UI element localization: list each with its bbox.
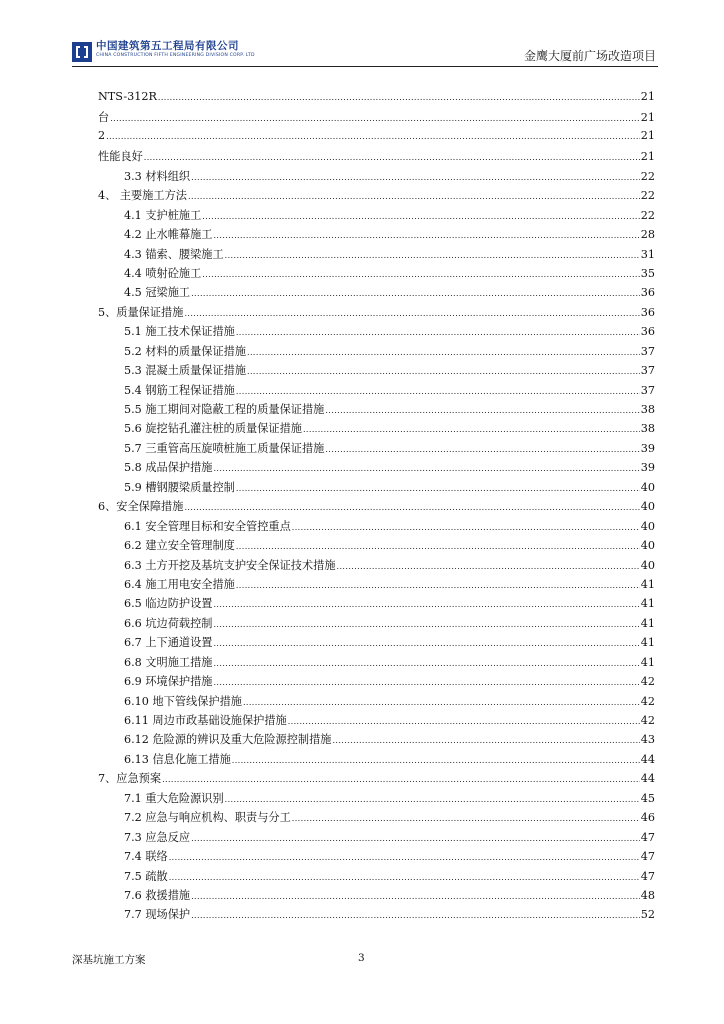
toc-entry-title: 6.8 文明施工措施 [124, 655, 213, 669]
toc-entry-page: 46 [640, 811, 655, 825]
toc-entry-title: 5.2 材料的质量保证措施 [124, 344, 247, 358]
toc-entry[interactable] [98, 693, 655, 712]
toc-dot-leader [162, 772, 640, 785]
toc-dot-leader [243, 695, 640, 708]
toc-entry-title: 4.2 止水帷幕施工 [124, 228, 213, 242]
toc-entry-title: 5.3 混凝土质量保证措施 [124, 364, 247, 378]
toc-dot-leader [236, 325, 640, 338]
toc-entry-page: 40 [640, 558, 655, 572]
toc-entry-page: 41 [640, 577, 655, 591]
toc-entry[interactable] [98, 537, 655, 556]
toc-dot-leader [191, 831, 640, 844]
toc-entry-page: 40 [640, 480, 655, 494]
toc-entry[interactable] [98, 848, 655, 867]
toc-dot-leader [191, 889, 640, 902]
toc-entry[interactable] [98, 148, 655, 167]
toc-dot-leader [325, 442, 639, 455]
toc-dot-leader [236, 384, 640, 397]
toc-entry-page: 39 [640, 441, 655, 455]
toc-entry-title: 5.5 施工期间对隐蔽工程的质量保证措施 [124, 403, 325, 416]
toc-entry-title: 6、安全保障措施 [98, 500, 184, 514]
toc-entry[interactable] [98, 498, 655, 517]
toc-entry[interactable] [98, 382, 655, 401]
toc-entry-page: 21 [640, 150, 655, 164]
toc-entry-page: 37 [640, 344, 655, 358]
toc-entry-title: 4.3 锚索、腰梁施工 [124, 247, 224, 261]
toc-entry-page: 35 [640, 266, 655, 280]
toc-dot-leader [184, 500, 639, 513]
toc-entry[interactable] [98, 712, 655, 731]
toc-entry-title: 3.3 材料组织 [124, 169, 191, 183]
toc-entry-title: 7.3 应急反应 [124, 830, 191, 844]
toc-entry[interactable] [98, 615, 655, 634]
toc-entry[interactable] [98, 479, 655, 498]
toc-entry-title: 5.7 三重管高压旋喷桩施工质量保证措施 [124, 441, 325, 455]
toc-entry[interactable] [98, 654, 655, 673]
toc-entry[interactable] [98, 731, 655, 750]
toc-entry[interactable] [98, 90, 655, 109]
footer-page-number: 3 [358, 952, 365, 964]
toc-entry-title: 6.13 信息化施工措施 [124, 752, 231, 766]
toc-entry-page: 39 [640, 461, 655, 475]
toc-entry[interactable] [98, 770, 655, 789]
toc-dot-leader [144, 150, 640, 163]
toc-entry-title: 台 [98, 111, 110, 125]
toc-entry[interactable] [98, 673, 655, 692]
toc-dot-leader [213, 617, 639, 630]
toc-entry-title: 性能良好 [98, 150, 143, 164]
toc-dot-leader [213, 656, 639, 669]
toc-entry[interactable] [98, 401, 655, 420]
toc-dot-leader [213, 675, 639, 688]
toc-entry-page: 40 [640, 519, 655, 533]
toc-entry-title: 6.2 建立安全管理制度 [124, 539, 235, 553]
toc-dot-leader [325, 403, 639, 416]
toc-entry-title: 7.6 救援措施 [124, 888, 191, 902]
toc-entry[interactable] [98, 751, 655, 770]
toc-entry-title: 6.4 施工用电安全措施 [124, 577, 235, 591]
table-of-contents [98, 90, 655, 926]
toc-entry-page: 44 [640, 752, 655, 766]
toc-entry-title: 7.1 重大危险源识别 [124, 791, 224, 805]
toc-entry-title: 5.9 槽钢腰梁质量控制 [124, 480, 235, 494]
toc-entry[interactable] [98, 829, 655, 848]
toc-entry-title: 4.5 冠梁施工 [124, 286, 191, 300]
toc-entry[interactable] [98, 595, 655, 614]
toc-entry[interactable] [98, 362, 655, 381]
toc-entry[interactable] [98, 887, 655, 906]
toc-entry-title: 4、 主要施工方法 [98, 189, 187, 203]
toc-entry-title: 6.10 地下管线保护措施 [124, 694, 242, 708]
toc-entry-page: 21 [640, 111, 655, 125]
toc-entry[interactable] [98, 304, 655, 323]
toc-entry[interactable] [98, 129, 655, 148]
toc-entry-page: 47 [640, 850, 655, 864]
toc-entry-title: 6.5 临边防护设置 [124, 597, 213, 611]
toc-entry-page: 22 [640, 169, 655, 183]
toc-entry[interactable] [98, 343, 655, 362]
toc-entry-page: 40 [640, 539, 655, 553]
toc-entry[interactable] [98, 440, 655, 459]
toc-entry[interactable] [98, 634, 655, 653]
toc-entry-page: 31 [640, 247, 655, 261]
toc-entry-title: 2 [98, 128, 106, 142]
toc-entry-page: 36 [640, 305, 655, 319]
toc-dot-leader [184, 306, 639, 319]
toc-entry-title: 7、应急预案 [98, 772, 162, 786]
toc-entry[interactable] [98, 246, 655, 265]
toc-entry[interactable] [98, 809, 655, 828]
toc-dot-leader [332, 733, 639, 746]
toc-entry[interactable] [98, 576, 655, 595]
toc-dot-leader [225, 248, 640, 261]
toc-entry[interactable] [98, 168, 655, 187]
toc-entry-page: 22 [640, 189, 655, 203]
page-header [72, 40, 658, 67]
company-name-en: CHINA CONSTRUCTION FIFTH ENGINEERING DIVISION CORP. LTD [96, 53, 255, 58]
toc-entry[interactable] [98, 226, 655, 245]
company-logo-icon [72, 42, 92, 62]
toc-entry[interactable] [98, 459, 655, 478]
toc-entry-page: 41 [640, 616, 655, 630]
toc-entry-title: 6.6 坑边荷载控制 [124, 616, 213, 630]
toc-entry-title: 6.9 环境保护措施 [124, 675, 213, 689]
toc-entry-title: 5.6 旋挖钻孔灌注桩的质量保证措施 [124, 422, 302, 436]
toc-entry-page: 41 [640, 597, 655, 611]
toc-dot-leader [213, 597, 639, 610]
project-title: 金鹰大厦前广场改造项目 [523, 49, 656, 63]
toc-entry[interactable] [98, 420, 655, 439]
toc-dot-leader [236, 578, 640, 591]
toc-entry-page: 45 [640, 791, 655, 805]
toc-dot-leader [202, 267, 639, 280]
toc-entry[interactable] [98, 790, 655, 809]
toc-dot-leader [288, 714, 640, 727]
toc-entry[interactable] [98, 265, 655, 284]
toc-dot-leader [247, 364, 640, 377]
toc-entry-page: 38 [640, 422, 655, 436]
toc-dot-leader [158, 90, 640, 103]
toc-entry-page: 42 [640, 714, 655, 727]
company-name-cn: 中国建筑第五工程局有限公司 [96, 40, 239, 52]
toc-entry-page: 36 [640, 286, 655, 300]
toc-dot-leader [110, 111, 640, 124]
toc-entry-page: 21 [640, 90, 655, 103]
toc-dot-leader [292, 520, 640, 533]
toc-dot-leader [236, 539, 640, 552]
toc-dot-leader [191, 170, 640, 183]
toc-entry-page: 36 [640, 325, 655, 339]
toc-entry[interactable] [98, 207, 655, 226]
toc-entry[interactable] [98, 187, 655, 206]
toc-dot-leader [247, 345, 640, 358]
toc-entry-title: 7.2 应急与响应机构、职责与分工 [124, 811, 291, 825]
toc-entry[interactable] [98, 109, 655, 128]
toc-entry-page: 38 [640, 403, 655, 416]
toc-entry-page: 42 [640, 694, 655, 708]
toc-entry-title: 4.4 喷射砼施工 [124, 266, 202, 280]
toc-dot-leader [236, 481, 640, 494]
toc-entry-title: 5、质量保证措施 [98, 305, 184, 319]
toc-entry-title: 5.4 钢筋工程保证措施 [124, 383, 235, 397]
toc-dot-leader [169, 850, 640, 863]
toc-dot-leader [188, 189, 640, 202]
toc-dot-leader [191, 908, 640, 921]
toc-entry-title: 5.1 施工技术保证措施 [124, 325, 235, 339]
toc-entry-page: 40 [640, 500, 655, 514]
toc-entry[interactable] [98, 557, 655, 576]
toc-entry-page: 47 [640, 830, 655, 844]
toc-dot-leader [303, 422, 640, 435]
toc-entry-page: 48 [640, 888, 655, 902]
toc-entry-page: 37 [640, 364, 655, 378]
toc-dot-leader [232, 753, 640, 766]
toc-entry-page: 42 [640, 675, 655, 689]
toc-dot-leader [225, 792, 640, 805]
toc-entry-page: 22 [640, 208, 655, 222]
toc-dot-leader [337, 559, 640, 572]
toc-dot-leader [169, 870, 640, 883]
company-logo [72, 40, 255, 62]
toc-entry-title: 6.12 危险源的辨识及重大危险源控制措施 [124, 733, 332, 747]
toc-entry[interactable] [98, 284, 655, 303]
toc-entry-page: 28 [640, 228, 655, 242]
toc-entry-page: 21 [640, 128, 655, 142]
footer-doc-title: 深基坑施工方案 [72, 954, 146, 966]
toc-entry-title: NTS-312R [98, 90, 157, 103]
toc-entry-page: 37 [640, 383, 655, 397]
toc-entry-title: 6.7 上下通道设置 [124, 636, 213, 650]
toc-entry[interactable] [98, 906, 655, 925]
toc-dot-leader [213, 636, 639, 649]
toc-entry[interactable] [98, 868, 655, 887]
toc-dot-leader [191, 286, 640, 299]
toc-entry-page: 41 [640, 655, 655, 669]
toc-entry[interactable] [98, 323, 655, 342]
toc-dot-leader [202, 209, 639, 222]
toc-dot-leader [106, 129, 640, 142]
toc-dot-leader [213, 461, 639, 474]
toc-entry-page: 43 [640, 733, 655, 747]
toc-dot-leader [292, 811, 640, 824]
toc-entry-title: 5.8 成品保护措施 [124, 461, 213, 475]
toc-entry-title: 6.3 土方开挖及基坑支护安全保证技术措施 [124, 558, 336, 572]
toc-entry-title: 7.5 疏散 [124, 869, 168, 883]
toc-entry-page: 52 [640, 908, 655, 922]
toc-entry-page: 47 [640, 869, 655, 883]
toc-entry-page: 44 [640, 772, 655, 786]
toc-entry-title: 6.11 周边市政基础设施保护措施 [124, 714, 287, 727]
toc-dot-leader [213, 228, 639, 241]
toc-entry-page: 41 [640, 636, 655, 650]
toc-entry-title: 7.4 联络 [124, 850, 168, 864]
toc-entry-title: 4.1 支护桩施工 [124, 208, 202, 222]
toc-entry[interactable] [98, 518, 655, 537]
toc-entry-title: 7.7 现场保护 [124, 908, 191, 922]
toc-entry-title: 6.1 安全管理目标和安全管控重点 [124, 519, 291, 533]
